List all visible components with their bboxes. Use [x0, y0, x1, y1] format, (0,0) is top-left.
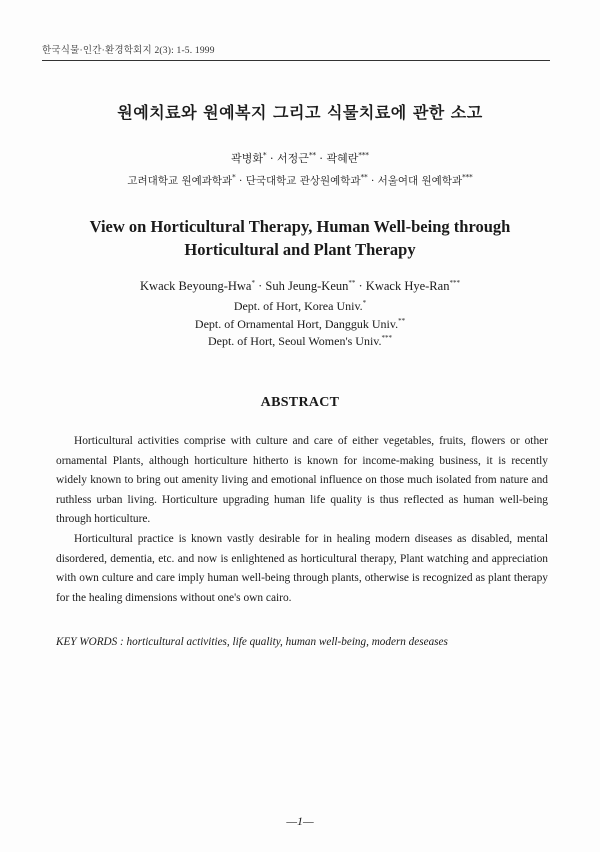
keywords-label: KEY WORDS :	[56, 636, 127, 648]
korean-affiliation-3: 서울여대 원예학과***	[377, 173, 473, 187]
header-rule	[42, 60, 550, 61]
korean-affiliation-2: 단국대학교 관상원예학과**	[245, 173, 368, 187]
korean-affiliations: 고려대학교 원예과학과* · 단국대학교 관상원예학과** · 서울여대 원예학과***	[127, 173, 473, 187]
korean-author-3: 곽혜란***	[326, 151, 369, 165]
abstract-heading: ABSTRACT	[260, 395, 340, 410]
english-affiliations	[0, 298, 600, 351]
keywords	[56, 636, 548, 648]
english-affiliation-3: Dept. of Hort, Seoul Women's Univ.***	[207, 334, 392, 348]
abstract-paragraph-1: Horticultural activities comprise with culture and care of either vegetables, fruits, flowers or other ornamental Plants, although horticulture hitherto is known for income-making business, it is recently widely known to bring out amenity living and emotional influence on those much isolated from nature and ruthless urban living. Horticulture upgrading human life quality is thus reflected as human well-being through horticulture.	[56, 435, 548, 526]
page-number: —1—	[286, 814, 314, 828]
english-author-1: Kwack Beyoung-Hwa*	[140, 278, 255, 293]
english-author-2: Suh Jeung-Keun**	[265, 278, 356, 293]
abstract-paragraph-2: Horticultural practice is known vastly desirable for in healing modern diseases as disabled, mental disordered, dementia, etc. and now is enlightened as horticultural therapy, Plant watching and appreciation with own culture and care imply human well-being through plants, otherwise is recognized as plant therapy for the healing dimensions without one's own cairo.	[56, 532, 548, 604]
abstract-body	[56, 432, 548, 608]
keywords-text: horticultural activities, life quality, human well-being, modern deseases	[126, 636, 448, 648]
korean-author-1: 곽병화*	[231, 151, 267, 165]
korean-title: 원예치료와 원예복지 그리고 식물치료에 관한 소고	[117, 103, 483, 122]
korean-affiliation-1: 고려대학교 원예과학과*	[127, 173, 236, 187]
english-author-3: Kwack Hye-Ran***	[365, 278, 460, 293]
english-affiliation-2: Dept. of Ornamental Hort, Dangguk Univ.**	[194, 316, 406, 331]
korean-authors: 곽병화* · 서정근** · 곽혜란***	[231, 151, 369, 165]
english-title-line-1: View on Horticultural Therapy, Human Well-being through	[89, 217, 511, 236]
english-affiliation-1: Dept. of Hort, Korea Univ.*	[233, 299, 367, 313]
english-title-line-2: Horticultural and Plant Therapy	[184, 240, 416, 259]
english-authors: Kwack Beyoung-Hwa* · Suh Jeung-Keun** · Kwack Hye-Ran***	[140, 278, 460, 293]
korean-author-2: 서정근**	[277, 151, 316, 165]
journal-header: 한국식물·인간·환경학회지 2(3): 1-5. 1999	[42, 46, 215, 56]
english-title	[0, 215, 600, 261]
